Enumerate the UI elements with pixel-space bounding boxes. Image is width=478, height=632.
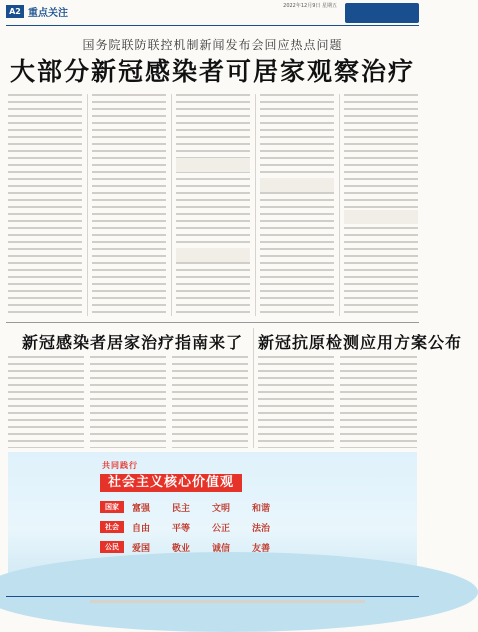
value-item: 富强: [132, 503, 151, 514]
story-divider: [253, 328, 254, 448]
value-item: 和谐: [252, 503, 271, 514]
subhead-block: [176, 248, 250, 262]
body-column-2: [340, 356, 417, 448]
banner-landscape: [0, 552, 478, 632]
body-column-3: [176, 94, 250, 316]
column-divider: [171, 94, 172, 316]
body-column-2: [90, 356, 166, 448]
subhead-block: [344, 210, 418, 224]
value-item: 平等: [172, 523, 191, 534]
banner-heading: 共同践行: [102, 461, 138, 470]
section-divider: [6, 322, 419, 323]
body-column-2: [92, 94, 166, 316]
body-column-5: [344, 94, 418, 316]
value-item: 民主: [172, 503, 191, 514]
body-column-3: [172, 356, 248, 448]
subhead-block: [176, 158, 250, 172]
body-column-1: [8, 94, 82, 316]
lower-right-headline: 新冠抗原检测应用方案公布: [258, 333, 463, 352]
top-story-headline: 大部分新冠感染者可居家观察治疗: [9, 57, 415, 86]
value-tag: 社会: [100, 521, 124, 533]
value-tag: 公民: [100, 541, 124, 553]
footer-text: [90, 600, 365, 603]
body-column-4: [260, 94, 334, 316]
masthead-logo: [345, 3, 419, 23]
value-item: 敬业: [172, 543, 191, 554]
header-rule: [6, 25, 419, 26]
body-column-1: [8, 356, 84, 448]
value-item: 诚信: [212, 543, 231, 554]
body-column-1: [258, 356, 334, 448]
value-item: 公正: [212, 523, 231, 534]
value-item: 爱国: [132, 543, 151, 554]
value-item: 法治: [252, 523, 271, 534]
page-header: [0, 0, 425, 26]
core-values-banner: [8, 452, 417, 592]
value-item: 自由: [132, 523, 151, 534]
value-tag: 国家: [100, 501, 124, 513]
lower-left-headline: 新冠感染者居家治疗指南来了: [22, 333, 244, 352]
footer-rule: [6, 596, 419, 597]
value-row-society: [100, 520, 292, 534]
top-story-kicker: 国务院联防联控机制新闻发布会回应热点问题: [82, 38, 343, 52]
value-item: 文明: [212, 503, 231, 514]
column-divider: [255, 94, 256, 316]
value-row-citizen: [100, 540, 292, 554]
banner-slogan: 社会主义核心价值观: [100, 474, 242, 492]
subhead-block: [260, 178, 334, 192]
date-line: 2022年12月9日 星期五: [283, 3, 337, 9]
value-item: 友善: [252, 543, 271, 554]
dateline: [283, 3, 337, 9]
section-label: 重点关注: [28, 8, 68, 19]
column-divider: [339, 94, 340, 316]
value-row-national: [100, 500, 292, 514]
column-divider: [87, 94, 88, 316]
page-number: A2: [6, 5, 24, 18]
